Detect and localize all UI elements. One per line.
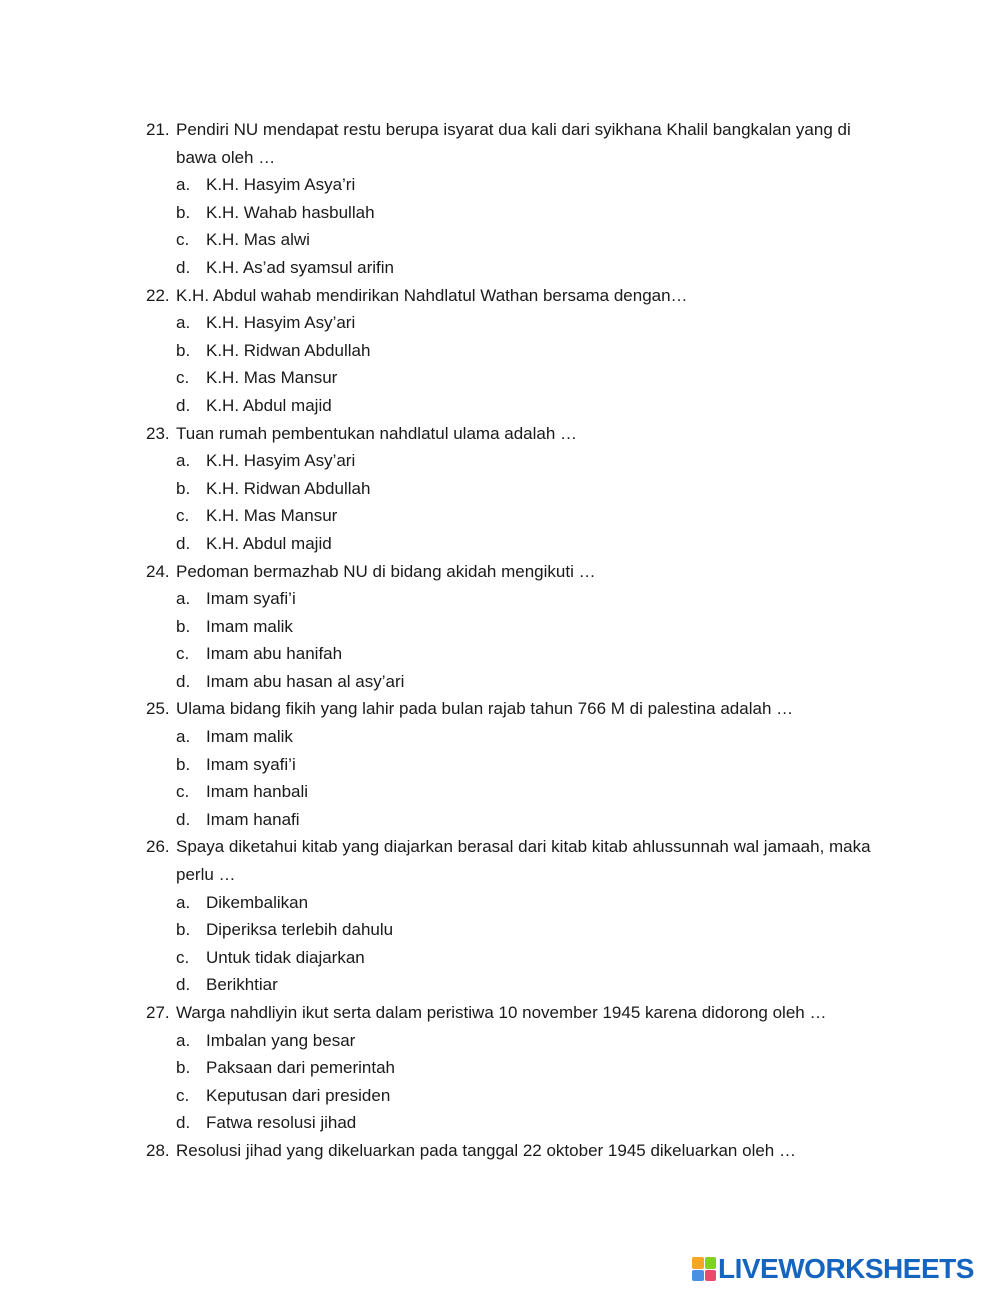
option-letter: a. — [176, 589, 191, 609]
option-letter: d. — [176, 533, 191, 553]
option-letter: b. — [176, 202, 191, 222]
option-letter: b. — [176, 1058, 191, 1078]
answer-option[interactable] — [176, 364, 876, 392]
option-letter: c. — [176, 230, 190, 250]
answer-option[interactable] — [176, 309, 876, 337]
option-text: K.H. Hasyim Asya’ri — [206, 175, 356, 195]
answer-option[interactable] — [176, 199, 876, 227]
answer-option[interactable] — [176, 1109, 876, 1137]
question-item — [146, 999, 876, 1137]
option-letter: a. — [176, 727, 191, 747]
question-text: Pendiri NU mendapat restu berupa isyarat dua kali dari syikhana Khalil bangkalan yang di bawa oleh … — [176, 120, 851, 167]
question-number: 26. — [146, 837, 170, 857]
option-text: Imam hanafi — [206, 809, 300, 829]
answer-option[interactable] — [176, 916, 876, 944]
question-number: 27. — [146, 1003, 170, 1022]
answer-option[interactable] — [176, 337, 876, 365]
option-list — [176, 1027, 876, 1137]
option-letter: b. — [176, 340, 191, 360]
answer-option[interactable] — [176, 585, 876, 613]
answer-option[interactable] — [176, 475, 876, 503]
option-text: Untuk tidak diajarkan — [206, 947, 365, 967]
option-text: Imam syafi’i — [206, 754, 296, 774]
question-text: Pedoman bermazhab NU di bidang akidah mengikuti … — [176, 561, 596, 581]
logo-square-3 — [692, 1270, 704, 1282]
option-text: K.H. Mas Mansur — [206, 368, 338, 388]
option-text: Fatwa resolusi jihad — [206, 1113, 357, 1133]
question-item — [146, 116, 876, 282]
option-text: Berikhtiar — [206, 975, 278, 995]
answer-option[interactable] — [176, 1054, 876, 1082]
option-text: K.H. Abdul majid — [206, 395, 332, 415]
option-list — [176, 309, 876, 419]
option-list — [176, 585, 876, 695]
question-item — [146, 420, 876, 558]
question-item — [146, 558, 876, 696]
answer-option[interactable] — [176, 889, 876, 917]
option-text: Imam abu hanifah — [206, 644, 343, 664]
option-text: Keputusan dari presiden — [206, 1085, 391, 1105]
option-text: Imbalan yang besar — [206, 1030, 356, 1050]
option-letter: d. — [176, 395, 191, 415]
option-letter: b. — [176, 478, 191, 498]
question-list — [146, 116, 876, 1165]
logo-square-1 — [692, 1257, 704, 1269]
answer-option[interactable] — [176, 1027, 876, 1055]
question-item — [146, 282, 876, 420]
option-letter: b. — [176, 616, 191, 636]
question-number: 22. — [146, 285, 170, 305]
answer-option[interactable] — [176, 640, 876, 668]
question-text: Warga nahdliyin ikut serta dalam peristiwa 10 november 1945 karena didorong oleh … — [176, 1003, 827, 1022]
liveworksheets-logo-icon — [692, 1257, 716, 1281]
answer-option[interactable] — [176, 806, 876, 834]
answer-option[interactable] — [176, 530, 876, 558]
question-text: Spaya diketahui kitab yang diajarkan berasal dari kitab kitab ahlussunnah wal jamaah, maka perlu … — [176, 837, 871, 885]
option-letter: a. — [176, 451, 191, 471]
option-list — [176, 171, 876, 281]
option-letter: b. — [176, 920, 191, 940]
answer-option[interactable] — [176, 613, 876, 641]
answer-option[interactable] — [176, 944, 876, 972]
question-number: 21. — [146, 120, 170, 139]
option-text: K.H. Ridwan Abdullah — [206, 340, 371, 360]
question-text: Ulama bidang fikih yang lahir pada bulan rajab tahun 766 M di palestina adalah … — [176, 699, 794, 719]
option-letter: d. — [176, 671, 191, 691]
question-item — [146, 695, 876, 833]
option-text: K.H. As’ad syamsul arifin — [206, 257, 395, 277]
answer-option[interactable] — [176, 171, 876, 199]
question-number: 28. — [146, 1140, 170, 1160]
option-text: Imam abu hasan al asy’ari — [206, 671, 405, 691]
brand-name: LIVEWORKSHEETS — [718, 1253, 974, 1284]
option-text: Diperiksa terlebih dahulu — [206, 920, 394, 940]
answer-option[interactable] — [176, 778, 876, 806]
option-letter: a. — [176, 1030, 191, 1050]
option-letter: a. — [176, 313, 191, 333]
option-letter: c. — [176, 644, 190, 664]
option-text: K.H. Mas Mansur — [206, 506, 338, 526]
question-number: 23. — [146, 423, 170, 443]
option-list — [176, 889, 876, 999]
answer-option[interactable] — [176, 392, 876, 420]
question-text: Tuan rumah pembentukan nahdlatul ulama adalah … — [176, 423, 578, 443]
answer-option[interactable] — [176, 254, 876, 282]
option-letter: d. — [176, 1113, 191, 1133]
answer-option[interactable] — [176, 502, 876, 530]
option-text: Imam hanbali — [206, 782, 309, 802]
question-item — [146, 833, 876, 999]
option-text: K.H. Hasyim Asy’ari — [206, 451, 356, 471]
question-number: 24. — [146, 561, 170, 581]
answer-option[interactable] — [176, 1082, 876, 1110]
option-text: Paksaan dari pemerintah — [206, 1058, 396, 1078]
option-letter: c. — [176, 506, 190, 526]
option-text: K.H. Hasyim Asy’ari — [206, 313, 356, 333]
option-text: K.H. Wahab hasbullah — [206, 202, 375, 222]
liveworksheets-brand — [692, 1255, 974, 1283]
option-text: Dikembalikan — [206, 892, 309, 912]
option-text: K.H. Ridwan Abdullah — [206, 478, 371, 498]
answer-option[interactable] — [176, 971, 876, 999]
logo-square-4 — [705, 1270, 717, 1282]
option-text: Imam syafi’i — [206, 589, 296, 609]
option-letter: d. — [176, 809, 191, 829]
answer-option[interactable] — [176, 447, 876, 475]
option-letter: c. — [176, 368, 190, 388]
option-list — [176, 447, 876, 557]
option-text: K.H. Mas alwi — [206, 230, 310, 250]
answer-option[interactable] — [176, 226, 876, 254]
answer-option[interactable] — [176, 723, 876, 751]
option-letter: c. — [176, 947, 190, 967]
question-text: K.H. Abdul wahab mendirikan Nahdlatul Wathan bersama dengan… — [176, 285, 688, 305]
option-letter: c. — [176, 782, 190, 802]
option-letter: c. — [176, 1085, 190, 1105]
option-text: Imam malik — [206, 616, 293, 636]
logo-square-2 — [705, 1257, 717, 1269]
question-item — [146, 1137, 876, 1165]
answer-option[interactable] — [176, 751, 876, 779]
option-letter: d. — [176, 975, 191, 995]
answer-option[interactable] — [176, 668, 876, 696]
question-text: Resolusi jihad yang dikeluarkan pada tanggal 22 oktober 1945 dikeluarkan oleh … — [176, 1140, 796, 1160]
option-letter: d. — [176, 257, 191, 277]
option-list — [176, 723, 876, 833]
option-letter: a. — [176, 892, 191, 912]
option-text: K.H. Abdul majid — [206, 533, 332, 553]
option-text: Imam malik — [206, 727, 293, 747]
option-letter: b. — [176, 754, 191, 774]
option-letter: a. — [176, 175, 191, 195]
question-number: 25. — [146, 699, 170, 719]
